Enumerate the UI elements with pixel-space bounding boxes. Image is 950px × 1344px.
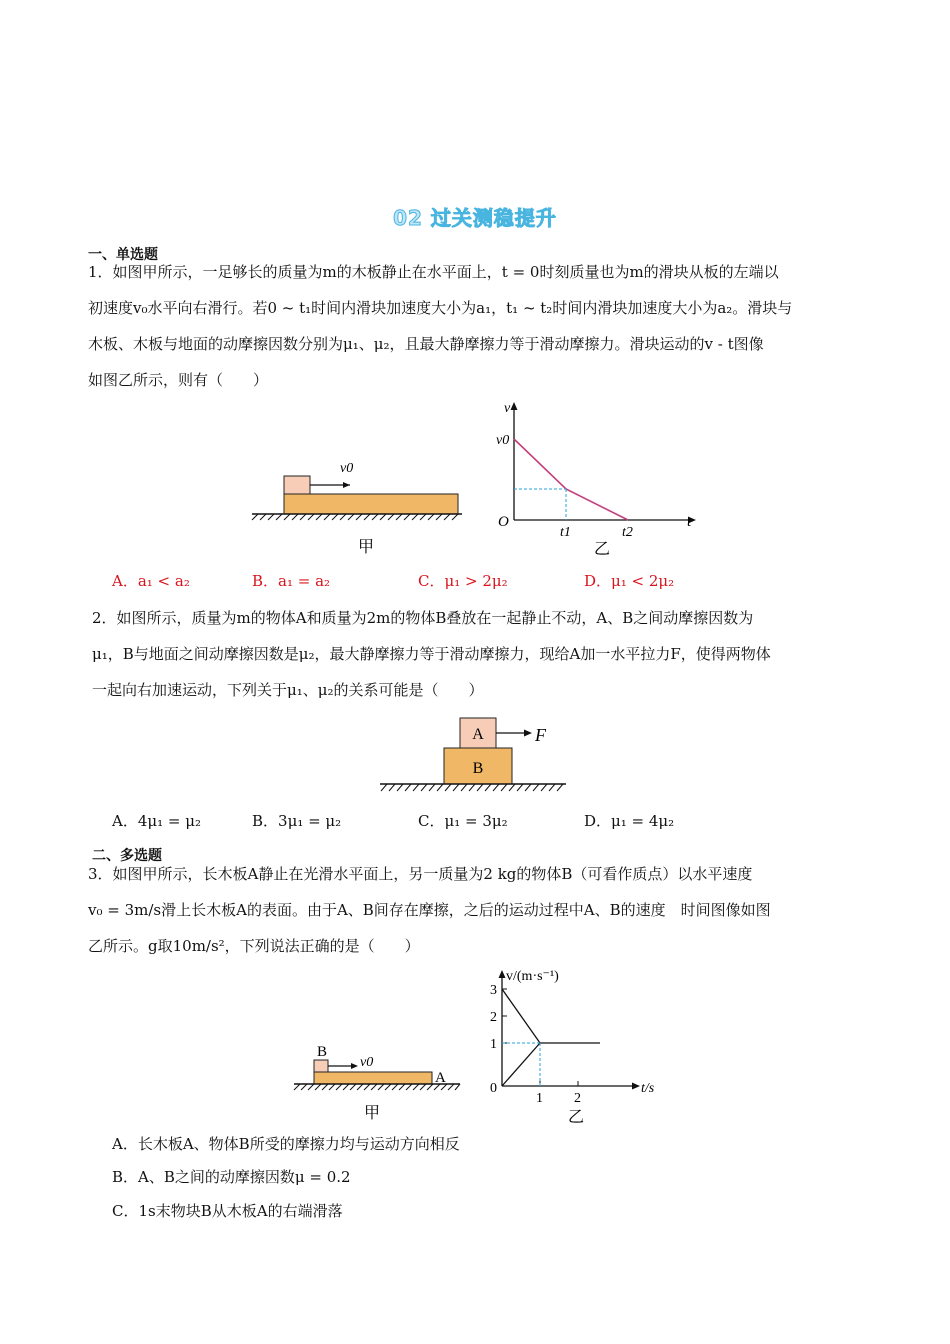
label-a: A <box>435 1070 446 1086</box>
tick-x-1: 1 <box>536 1091 543 1106</box>
q1-line-4: 如图乙所示，则有（ ） <box>88 371 269 389</box>
wooden-board <box>284 494 458 514</box>
tick-y-2: 2 <box>490 1010 497 1025</box>
question-2-text <box>92 600 882 708</box>
q3-option-a[interactable]: A．长木板A、物体B所受的摩擦力均与运动方向相反 <box>112 1135 460 1153</box>
label-v0: v0 <box>340 461 354 476</box>
label-yi: 乙 <box>567 1109 585 1126</box>
arrow-up-icon <box>511 402 518 410</box>
label-f: F <box>535 725 546 745</box>
tick-y-0: 0 <box>490 1081 497 1096</box>
question-3-text <box>88 856 878 964</box>
q1-line-2: 初速度v₀水平向右滑行。若0 ~ t₁时间内滑块加速度大小为a₁，t₁ ~ t₂时间内滑块加速度大小为a₂。滑块与 <box>88 299 793 317</box>
q2-option-d[interactable]: D．μ₁ = 4μ₂ <box>584 812 675 830</box>
tick-x-2: 2 <box>574 1091 581 1106</box>
q2-line-3: 一起向右加速运动，下列关于μ₁、μ₂的关系可能是（ ） <box>92 681 484 699</box>
label-b: B <box>472 760 484 777</box>
q3-option-b[interactable]: B．A、B之间的动摩擦因数μ = 0.2 <box>112 1168 351 1186</box>
q2-figure-stacked-blocks <box>376 712 572 798</box>
vt-line <box>514 439 628 520</box>
label-origin: O <box>498 514 509 530</box>
q1-options <box>112 570 812 594</box>
q1-option-b[interactable]: B．a₁ = a₂ <box>252 572 331 590</box>
label-t1: t1 <box>560 525 571 540</box>
q1-figure-jia <box>248 452 470 560</box>
q3-line-3: 乙所示。g取10m/s²，下列说法正确的是（ ） <box>88 937 420 955</box>
label-a: A <box>472 726 484 743</box>
q1-option-a[interactable]: A．a₁ < a₂ <box>112 572 190 590</box>
tick-y-1: 1 <box>490 1037 497 1052</box>
q3-line-2: v₀ = 3m/s滑上长木板A的表面。由于A、B间存在摩擦，之后的运动过程中A、B的速度 时间图像如图 <box>88 901 771 919</box>
slider-block <box>284 476 310 494</box>
question-1-text <box>88 254 878 398</box>
q1-line-3: 木板、木板与地面的动摩擦因数分别为μ₁、μ₂，且最大静摩擦力等于滑动摩擦力。滑块运动的v - t图像 <box>88 335 764 353</box>
q1-option-d[interactable]: D．μ₁ < 2μ₂ <box>584 572 675 590</box>
q2-options <box>112 810 812 834</box>
vt-line-b <box>502 989 600 1043</box>
q3-figure-yi-vt-graph <box>484 962 674 1128</box>
label-jia: 甲 <box>363 1105 381 1122</box>
label-jia: 甲 <box>357 539 375 556</box>
q2-option-c[interactable]: C．μ₁ = 3μ₂ <box>418 812 508 830</box>
arrow-up-icon <box>499 970 506 978</box>
q3-option-c[interactable]: C．1s末物块B从木板A的右端滑落 <box>112 1202 343 1220</box>
label-v0: v0 <box>496 433 510 448</box>
arrow-right-icon <box>632 1083 640 1090</box>
q2-line-2: μ₁，B与地面之间动摩擦因数是μ₂，最大静摩擦力等于滑动摩擦力，现给A加一水平拉力F，使得两物体 <box>92 645 771 663</box>
label-t2: t2 <box>622 525 633 540</box>
arrow-right-icon <box>351 1063 358 1069</box>
axis-label-t: t <box>687 514 692 530</box>
label-b: B <box>317 1044 328 1060</box>
q2-line-1: 2．如图所示，质量为m的物体A和质量为2m的物体B叠放在一起静止不动，A、B之间动摩擦因数为 <box>92 609 754 627</box>
label-v0: v0 <box>360 1055 374 1070</box>
q3-figure-jia <box>290 1040 466 1124</box>
block-b <box>314 1060 328 1072</box>
label-yi: 乙 <box>593 541 611 558</box>
section-multi-choice: 二、多选题 <box>92 848 162 864</box>
axis-label-t: t/s <box>641 1081 655 1096</box>
q1-line-1: 1．如图甲所示，一足够长的质量为m的木板静止在水平面上，t = 0时刻质量也为m的滑块从板的左端以 <box>88 263 779 281</box>
q3-line-1: 3．如图甲所示，长木板A静止在光滑水平面上，另一质量为2 kg的物体B（可看作质点）以水平速度 <box>88 865 753 883</box>
q2-option-a[interactable]: A．4μ₁ = μ₂ <box>112 812 202 830</box>
vt-line-a <box>502 1043 540 1086</box>
arrow-right-icon <box>343 482 350 488</box>
q2-option-b[interactable]: B．3μ₁ = μ₂ <box>252 812 342 830</box>
axis-label-v: v/(m·s⁻¹) <box>506 969 559 984</box>
section-single-choice: 一、单选题 <box>88 247 158 263</box>
q1-figure-yi-vt-graph <box>488 396 704 562</box>
page-title: 02 过关测稳提升 <box>393 206 557 230</box>
long-board-a <box>314 1072 432 1084</box>
tick-y-3: 3 <box>490 983 497 998</box>
axis-label-v: v <box>504 401 511 416</box>
arrow-right-icon <box>524 730 532 737</box>
q1-option-c[interactable]: C．μ₁ > 2μ₂ <box>418 572 508 590</box>
